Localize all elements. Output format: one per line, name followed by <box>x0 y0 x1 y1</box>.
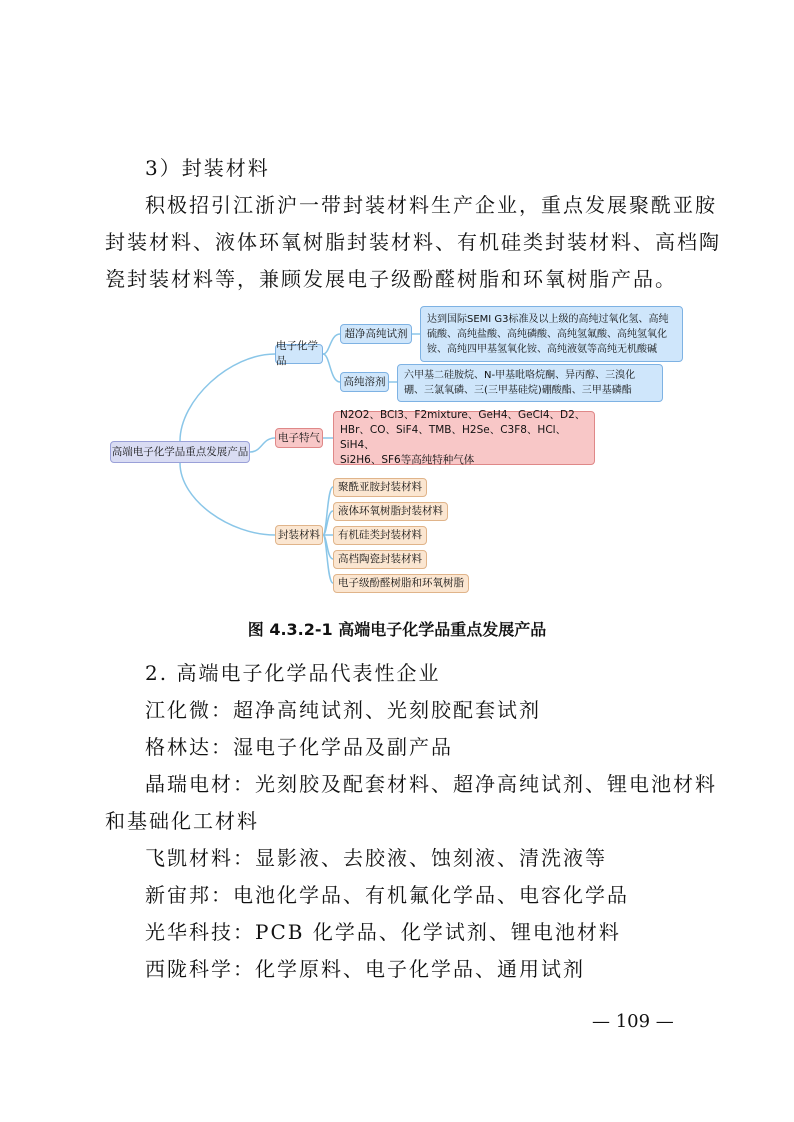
node-special-gases: 电子特气 <box>275 428 323 448</box>
node-gases-detail: N2O2、BCl3、F2mixture、GeH4、GeCl4、D2、 HBr、CO、SiF4、TMB、H2Se、C3F8、HCl、SiH4、 Si2H6、SF6等高纯特种气体 <box>333 411 595 465</box>
connector-elec-solvent <box>323 354 340 382</box>
packaging-item: 高档陶瓷封装材料 <box>333 550 427 569</box>
mindmap-root: 高端电子化学品重点发展产品 <box>110 441 250 463</box>
page-number: — 109 — <box>592 1011 674 1032</box>
company-line: 光华科技：PCB 化学品、化学试剂、锂电池材料 <box>145 920 621 944</box>
connector-pack-2 <box>323 511 333 535</box>
packaging-item: 聚酰亚胺封装材料 <box>333 478 427 497</box>
connector-pack-5 <box>323 535 333 583</box>
company-line: 格林达：湿电子化学品及副产品 <box>145 735 453 759</box>
company-line: 新宙邦：电池化学品、有机氟化学品、电容化学品 <box>145 883 629 907</box>
company-line: 晶瑞电材：光刻胶及配套材料、超净高纯试剂、锂电池材料 <box>145 772 717 796</box>
node-solvents-detail: 六甲基二硅胺烷、N-甲基吡咯烷酮、异丙醇、三溴化 硼、三氯氧磷、三(三甲基硅烷)硼酸酯、三甲基磷酯 <box>397 364 663 402</box>
intro-line-1: 积极招引江浙沪一带封装材料生产企业，重点发展聚酰亚胺 <box>145 193 717 217</box>
connector-elec-ultra <box>323 334 340 354</box>
packaging-item: 液体环氧树脂封装材料 <box>333 502 448 521</box>
node-packaging: 封装材料 <box>275 525 323 545</box>
figure-caption: 图 4.3.2-1 高端电子化学品重点发展产品 <box>247 620 547 639</box>
node-high-purity-solvents: 高纯溶剂 <box>340 372 389 392</box>
connector-pack-4 <box>323 535 333 559</box>
companies-heading: 2. 高端电子化学品代表性企业 <box>145 661 441 685</box>
node-ultra-pure-detail: 达到国际SEMI G3标准及以上级的高纯过氧化氢、高纯 硫酸、高纯盐酸、高纯磷酸、高纯氢氟酸、高纯氢氧化 铵、高纯四甲基氢氧化铵、高纯液氨等高纯无机酸碱 <box>420 306 683 362</box>
node-ultra-pure-reagents: 超净高纯试剂 <box>340 324 412 344</box>
company-line: 西陇科学：化学原料、电子化学品、通用试剂 <box>145 957 585 981</box>
packaging-item: 电子级酚醛树脂和环氧树脂 <box>333 574 469 593</box>
connector-root-packaging <box>180 463 275 535</box>
company-line-continued: 和基础化工材料 <box>105 809 259 833</box>
packaging-item: 有机硅类封装材料 <box>333 526 427 545</box>
node-electronic-chemicals: 电子化学品 <box>275 344 323 364</box>
company-line: 飞凯材料：显影液、去胶液、蚀刻液、清洗液等 <box>145 846 607 870</box>
intro-line-2: 封装材料、液体环氧树脂封装材料、有机硅类封装材料、高档陶 <box>105 230 721 254</box>
connector-root-electronic <box>180 354 275 441</box>
section-heading: 3）封装材料 <box>145 156 270 180</box>
intro-line-3: 瓷封装材料等，兼顾发展电子级酚醛树脂和环氧树脂产品。 <box>105 267 677 291</box>
connector-root-gases <box>250 438 275 452</box>
connector-pack-1 <box>323 487 333 535</box>
company-line: 江化微：超净高纯试剂、光刻胶配套试剂 <box>145 698 541 722</box>
